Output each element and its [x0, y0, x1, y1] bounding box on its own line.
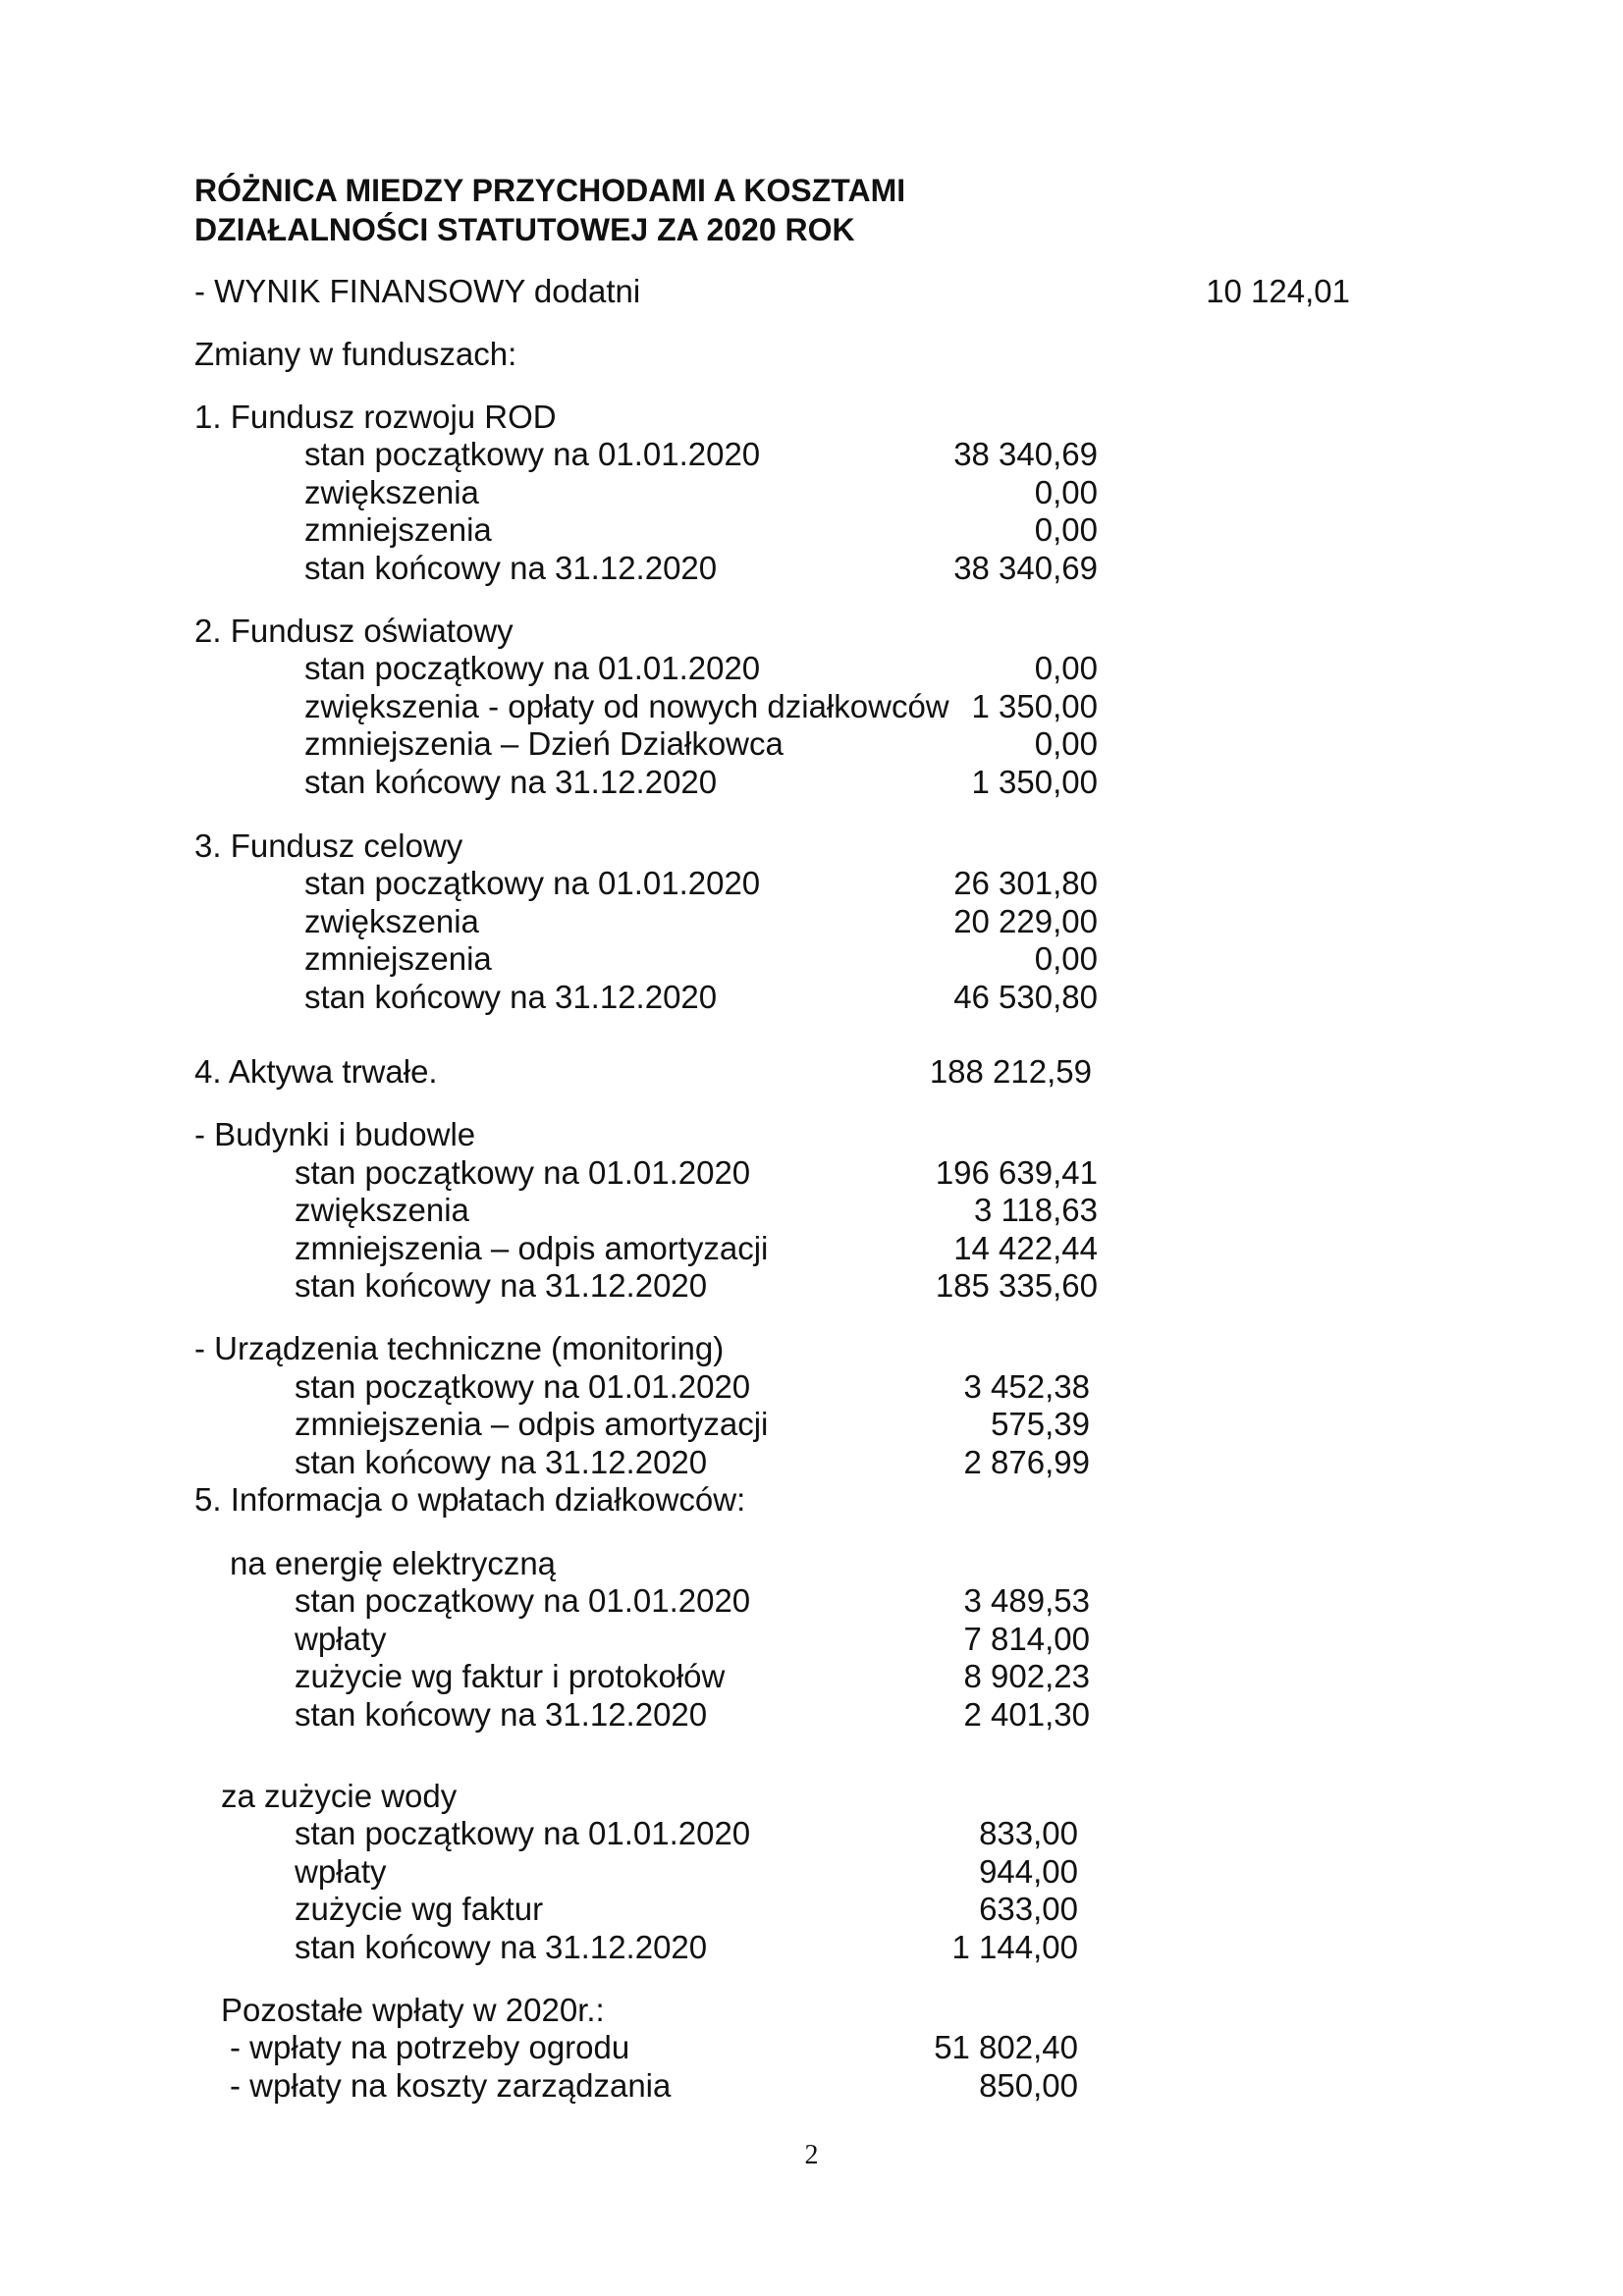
fund3-row-label: stan początkowy na 01.01.2020: [304, 865, 761, 901]
water-row-label: stan początkowy na 01.01.2020: [295, 1815, 751, 1851]
electricity-row-value: 3 489,53: [963, 1582, 1090, 1619]
fund1-title: 1. Fundusz rozwoju ROD: [194, 399, 557, 435]
fund1-row-label: stan końcowy na 31.12.2020: [304, 550, 718, 586]
fund3-row-value: 26 301,80: [953, 865, 1098, 901]
fund3-row-value: 46 530,80: [953, 979, 1098, 1015]
fund1-row-label: zwiększenia: [304, 474, 479, 510]
funds-header: Zmiany w funduszach:: [194, 336, 517, 372]
devices-row-label: zmniejszenia – odpis amortyzacji: [295, 1406, 769, 1442]
fund1-row-label: zmniejszenia: [304, 511, 492, 548]
page-number: 2: [804, 2140, 819, 2170]
devices-row-label: stan początkowy na 01.01.2020: [295, 1368, 751, 1405]
fund3-row-label: stan końcowy na 31.12.2020: [304, 979, 718, 1015]
fund2-row-value: 1 350,00: [971, 764, 1098, 800]
title-line-2: DZIAŁALNOŚCI STATUTOWEJ ZA 2020 ROK: [194, 212, 855, 247]
fund3-row-value: 20 229,00: [953, 903, 1098, 939]
buildings-row-value: 3 118,63: [973, 1192, 1098, 1228]
fund2-row-label: zmniejszenia – Dzień Działkowca: [304, 725, 784, 762]
title-line-1: RÓŻNICA MIEDZY PRZYCHODAMI A KOSZTAMI: [194, 173, 906, 208]
assets-label: 4. Aktywa trwałe.: [194, 1053, 438, 1090]
fund2-row-label: zwiększenia - opłaty od nowych działkowców: [304, 688, 949, 724]
fund2-row-label: stan końcowy na 31.12.2020: [304, 764, 718, 800]
fund2-row-value: 1 350,00: [971, 688, 1098, 724]
buildings-row-value: 196 639,41: [935, 1154, 1098, 1191]
buildings-row-value: 185 335,60: [935, 1267, 1098, 1304]
fund3-row-label: zwiększenia: [304, 903, 479, 939]
water-row-label: stan końcowy na 31.12.2020: [295, 1929, 708, 1965]
fund3-row-value: 0,00: [1034, 940, 1098, 977]
buildings-row-value: 14 422,44: [953, 1230, 1098, 1266]
electricity-row-label: stan początkowy na 01.01.2020: [295, 1582, 751, 1619]
fund2-row-value: 0,00: [1034, 650, 1098, 686]
water-row-value: 1 144,00: [951, 1929, 1078, 1965]
electricity-row-label: wpłaty: [295, 1621, 387, 1657]
buildings-row-label: zwiększenia: [295, 1192, 469, 1228]
fund1-row-value: 38 340,69: [953, 436, 1098, 472]
water-row-value: 833,00: [979, 1815, 1078, 1851]
buildings-row-label: stan końcowy na 31.12.2020: [295, 1267, 708, 1304]
other-row-value: 51 802,40: [934, 2029, 1078, 2065]
fund2-row-label: stan początkowy na 01.01.2020: [304, 650, 761, 686]
assets-value: 188 212,59: [929, 1053, 1092, 1090]
fund3-title: 3. Fundusz celowy: [194, 828, 463, 864]
devices-title: - Urządzenia techniczne (monitoring): [194, 1330, 725, 1366]
electricity-row-label: zużycie wg faktur i protokołów: [295, 1658, 726, 1694]
buildings-title: - Budynki i budowle: [194, 1116, 476, 1152]
fund2-title: 2. Fundusz oświatowy: [194, 613, 514, 649]
electricity-row-value: 7 814,00: [963, 1621, 1090, 1657]
other-row-label: - wpłaty na koszty zarządzania: [230, 2067, 672, 2104]
payments-header: 5. Informacja o wpłatach działkowców:: [194, 1481, 746, 1518]
water-row-label: zużycie wg faktur: [295, 1891, 544, 1927]
electricity-row-value: 8 902,23: [963, 1658, 1090, 1694]
electricity-title: na energię elektryczną: [230, 1545, 557, 1581]
other-row-label: - wpłaty na potrzeby ogrodu: [230, 2029, 630, 2065]
devices-row-value: 2 876,99: [963, 1444, 1090, 1480]
devices-row-value: 575,39: [991, 1406, 1090, 1442]
water-row-value: 633,00: [979, 1891, 1078, 1927]
electricity-row-value: 2 401,30: [963, 1696, 1090, 1733]
devices-row-label: stan końcowy na 31.12.2020: [295, 1444, 708, 1480]
fund1-row-value: 0,00: [1034, 511, 1098, 548]
devices-row-value: 3 452,38: [963, 1368, 1090, 1405]
electricity-row-label: stan końcowy na 31.12.2020: [295, 1696, 708, 1733]
fund1-row-label: stan początkowy na 01.01.2020: [304, 436, 761, 472]
water-title: za zużycie wody: [221, 1778, 458, 1814]
other-title: Pozostałe wpłaty w 2020r.:: [221, 1992, 605, 2028]
other-row-value: 850,00: [979, 2067, 1078, 2104]
result-value: 10 124,01: [1206, 273, 1350, 309]
result-label: - WYNIK FINANSOWY dodatni: [194, 273, 641, 309]
buildings-row-label: stan początkowy na 01.01.2020: [295, 1154, 751, 1191]
buildings-row-label: zmniejszenia – odpis amortyzacji: [295, 1230, 769, 1266]
fund1-row-value: 38 340,69: [953, 550, 1098, 586]
fund3-row-label: zmniejszenia: [304, 940, 492, 977]
water-row-label: wpłaty: [295, 1853, 387, 1890]
water-row-value: 944,00: [979, 1853, 1078, 1890]
fund2-row-value: 0,00: [1034, 725, 1098, 762]
fund1-row-value: 0,00: [1034, 474, 1098, 510]
